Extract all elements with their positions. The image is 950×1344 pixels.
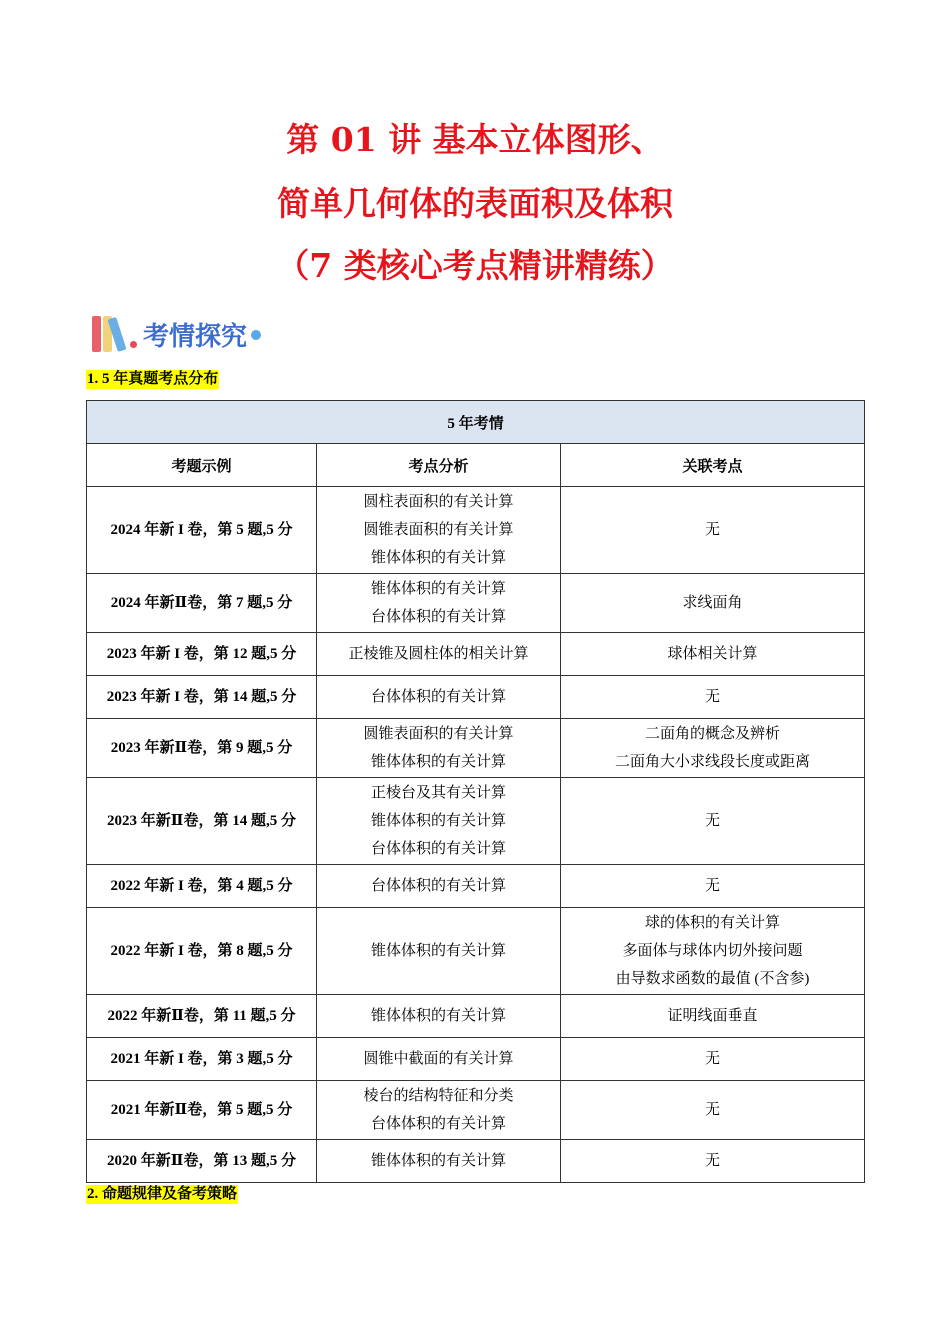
related-cell — [561, 1081, 865, 1140]
cell-line: 无 — [704, 1051, 720, 1067]
cell-line: 台体体积的有关计算 — [370, 689, 506, 705]
cell-line: 无 — [704, 813, 720, 829]
exam-example: 2022 年新Ⅱ卷，第 11 题,5 分 — [87, 995, 317, 1038]
title-line-3: （7 类核心考点精讲精练） — [276, 246, 674, 285]
cell-line: 台体体积的有关计算 — [370, 841, 506, 857]
related-cell — [561, 633, 865, 676]
table-section — [86, 400, 865, 1204]
analysis-cell — [317, 1081, 561, 1140]
exam-example: 2024 年新Ⅱ卷，第 7 题,5 分 — [87, 574, 317, 633]
table-row — [87, 1038, 865, 1081]
cell-line: 锥体体积的有关计算 — [370, 550, 506, 566]
cell-line: 锥体体积的有关计算 — [370, 754, 506, 770]
exam-example: 2020 年新Ⅱ卷，第 13 题,5 分 — [87, 1140, 317, 1183]
exam-distribution-table — [86, 400, 865, 1183]
related-cell — [561, 676, 865, 719]
logo-text: 考情探究 — [143, 322, 248, 352]
analysis-cell — [317, 487, 561, 574]
cell-line: 圆锥表面积的有关计算 — [363, 726, 514, 742]
exam-example: 2021 年新 I 卷，第 3 题,5 分 — [87, 1038, 317, 1081]
analysis-cell — [317, 1140, 561, 1183]
table-row — [87, 1140, 865, 1183]
cell-line: 多面体与球体内切外接问题 — [622, 943, 803, 959]
cell-line: 二面角大小求线段长度或距离 — [614, 754, 810, 770]
table-row — [87, 676, 865, 719]
books-icon — [92, 314, 127, 352]
dot-icon — [251, 330, 261, 340]
analysis-cell — [317, 995, 561, 1038]
table-row — [87, 487, 865, 574]
exam-example: 2022 年新 I 卷，第 4 题,5 分 — [87, 865, 317, 908]
cell-line: 无 — [704, 1102, 720, 1118]
exam-example: 2023 年新Ⅱ卷，第 14 题,5 分 — [87, 778, 317, 865]
cell-line: 无 — [704, 1153, 720, 1169]
table-row — [87, 995, 865, 1038]
cell-line: 台体体积的有关计算 — [370, 1116, 506, 1132]
cell-line: 无 — [704, 522, 720, 538]
table-row — [87, 908, 865, 995]
exam-example: 2023 年新 I 卷，第 14 题,5 分 — [87, 676, 317, 719]
cell-line: 锥体体积的有关计算 — [370, 943, 506, 959]
section-heading-2: 2. 命题规律及备考策略 — [87, 1186, 238, 1202]
cell-line: 无 — [704, 689, 720, 705]
exam-example: 2021 年新Ⅱ卷，第 5 题,5 分 — [87, 1081, 317, 1140]
exam-example: 2022 年新 I 卷，第 8 题,5 分 — [87, 908, 317, 995]
column-header: 考题示例 — [87, 444, 317, 487]
exam-example: 2024 年新 I 卷，第 5 题,5 分 — [87, 487, 317, 574]
cell-line: 台体体积的有关计算 — [370, 609, 506, 625]
dot-icon — [130, 341, 137, 348]
related-cell — [561, 487, 865, 574]
column-header: 关联考点 — [561, 444, 865, 487]
related-cell — [561, 995, 865, 1038]
cell-line: 圆锥表面积的有关计算 — [363, 522, 514, 538]
cell-line: 由导数求函数的最值 (不含参) — [615, 971, 810, 987]
related-cell — [561, 1140, 865, 1183]
column-header: 考点分析 — [317, 444, 561, 487]
related-cell — [561, 719, 865, 778]
table-row — [87, 574, 865, 633]
table-row — [87, 865, 865, 908]
cell-line: 锥体体积的有关计算 — [370, 813, 506, 829]
title-line-1: 第 01 讲 基本立体图形、 — [286, 120, 664, 159]
table-caption: 5 年考情 — [87, 401, 865, 444]
cell-line: 球体相关计算 — [667, 646, 758, 662]
cell-line: 正棱锥及圆柱体的相关计算 — [348, 646, 529, 662]
cell-line: 圆柱表面积的有关计算 — [363, 494, 514, 510]
exam-example: 2023 年新Ⅱ卷，第 9 题,5 分 — [87, 719, 317, 778]
analysis-cell — [317, 778, 561, 865]
exam-example: 2023 年新 I 卷，第 12 题,5 分 — [87, 633, 317, 676]
cell-line: 锥体体积的有关计算 — [370, 1153, 506, 1169]
cell-line: 球的体积的有关计算 — [644, 915, 780, 931]
table-row — [87, 719, 865, 778]
table-row — [87, 1081, 865, 1140]
cell-line: 圆锥中截面的有关计算 — [363, 1051, 514, 1067]
cell-line: 棱台的结构特征和分类 — [363, 1088, 514, 1104]
analysis-cell — [317, 633, 561, 676]
table-row — [87, 633, 865, 676]
cell-line: 正棱台及其有关计算 — [370, 785, 506, 801]
cell-line: 二面角的概念及辨析 — [644, 726, 780, 742]
analysis-cell — [317, 574, 561, 633]
cell-line: 无 — [704, 878, 720, 894]
table-row — [87, 778, 865, 865]
analysis-cell — [317, 908, 561, 995]
analysis-cell — [317, 1038, 561, 1081]
related-cell — [561, 908, 865, 995]
cell-line: 锥体体积的有关计算 — [370, 1008, 506, 1024]
cell-line: 台体体积的有关计算 — [370, 878, 506, 894]
cell-line: 锥体体积的有关计算 — [370, 581, 506, 597]
cell-line: 证明线面垂直 — [667, 1008, 758, 1024]
related-cell — [561, 1038, 865, 1081]
related-cell — [561, 778, 865, 865]
related-cell — [561, 865, 865, 908]
analysis-cell — [317, 719, 561, 778]
analysis-cell — [317, 865, 561, 908]
related-cell — [561, 574, 865, 633]
title-line-2: 简单几何体的表面积及体积 — [277, 184, 673, 223]
cell-line: 求线面角 — [682, 595, 743, 611]
section-logo — [92, 314, 261, 352]
section-heading-1: 1. 5 年真题考点分布 — [87, 371, 219, 387]
analysis-cell — [317, 676, 561, 719]
